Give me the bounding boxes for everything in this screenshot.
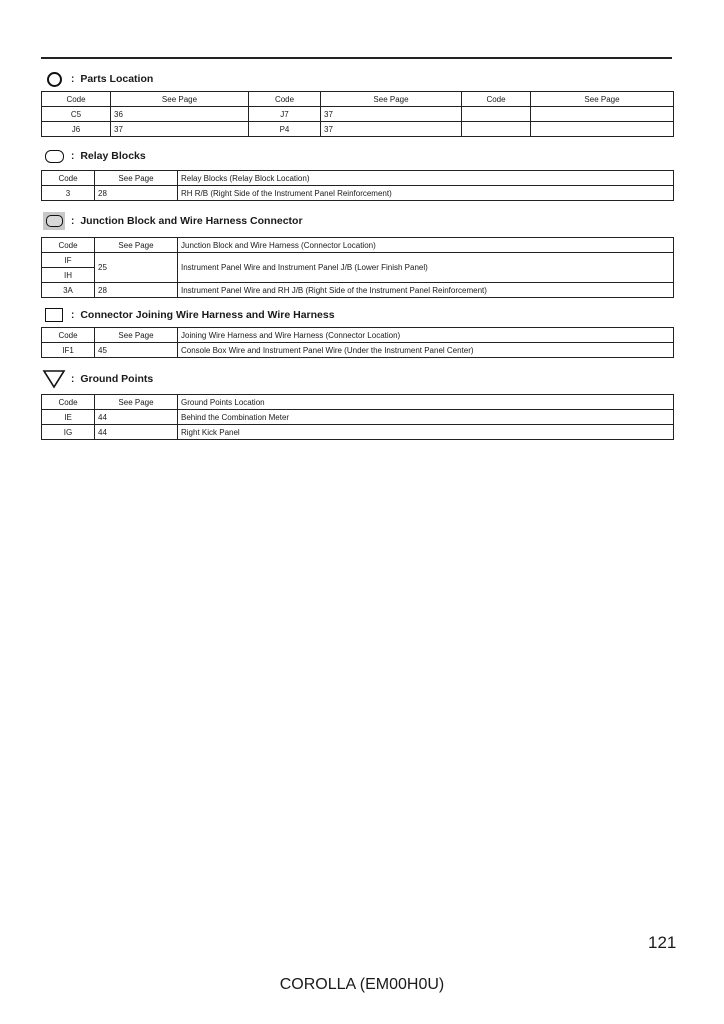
connector-joining-heading [41, 306, 335, 324]
table-header-row [42, 395, 674, 410]
separator: : [71, 309, 75, 321]
header-cell: See Page [95, 238, 178, 253]
junction-block-table [41, 237, 674, 298]
relay-blocks-table [41, 170, 674, 201]
page-cell [531, 107, 674, 122]
separator: : [71, 150, 75, 162]
shaded-oval-icon [43, 212, 65, 230]
relay-blocks-symbol [41, 147, 67, 165]
header-cell: Code [462, 92, 531, 107]
header-cell: Code [42, 171, 95, 186]
page-cell: 28 [95, 186, 178, 201]
code-cell: 3 [42, 186, 95, 201]
table-header-row [42, 328, 674, 343]
code-cell: P4 [249, 122, 321, 137]
header-cell: Relay Blocks (Relay Block Location) [178, 171, 674, 186]
footer-model-code: COROLLA (EM00H0U) [279, 976, 445, 993]
section-title: Connector Joining Wire Harness and Wire Harness [80, 309, 335, 321]
page-cell: 28 [95, 283, 178, 298]
table-row [42, 186, 674, 201]
header-cell: Code [42, 92, 111, 107]
header-cell: Ground Points Location [178, 395, 674, 410]
page-cell: 25 [95, 253, 178, 283]
separator: : [71, 215, 75, 227]
code-cell: J6 [42, 122, 111, 137]
table-row [42, 283, 674, 298]
code-cell [462, 122, 531, 137]
page-cell: 36 [111, 107, 249, 122]
table-row [42, 410, 674, 425]
location-cell: RH R/B (Right Side of the Instrument Panel Reinforcement) [178, 186, 674, 201]
oval-icon [45, 150, 64, 163]
code-cell: J7 [249, 107, 321, 122]
page-cell: 37 [111, 122, 249, 137]
table-header-row [42, 92, 674, 107]
table-row [42, 343, 674, 358]
page-number: 121 [648, 933, 677, 952]
header-cell: See Page [111, 92, 249, 107]
code-cell: IG [42, 425, 95, 440]
top-rule [41, 57, 672, 59]
triangle-icon [42, 369, 66, 389]
square-icon [45, 308, 63, 322]
page-cell: 37 [321, 107, 462, 122]
location-cell: Console Box Wire and Instrument Panel Wire (Under the Instrument Panel Center) [178, 343, 674, 358]
code-cell: IF1 [42, 343, 95, 358]
header-cell: See Page [321, 92, 462, 107]
code-cell: IF [42, 253, 95, 268]
header-cell: See Page [95, 328, 178, 343]
code-cell: C5 [42, 107, 111, 122]
header-cell: See Page [531, 92, 674, 107]
junction-block-symbol [41, 212, 67, 230]
connector-joining-symbol [41, 306, 67, 324]
section-title: Relay Blocks [80, 150, 146, 162]
page-cell: 44 [95, 425, 178, 440]
separator: : [71, 73, 75, 85]
page-cell: 45 [95, 343, 178, 358]
junction-block-heading [41, 212, 303, 230]
code-cell: IE [42, 410, 95, 425]
section-title: Junction Block and Wire Harness Connector [80, 215, 303, 227]
header-cell: Junction Block and Wire Harness (Connector Location) [178, 238, 674, 253]
code-cell: IH [42, 268, 95, 283]
parts-location-symbol [41, 70, 67, 88]
page-cell: 44 [95, 410, 178, 425]
header-cell: Code [249, 92, 321, 107]
header-cell: See Page [95, 171, 178, 186]
page-cell [531, 122, 674, 137]
ground-points-table [41, 394, 674, 440]
ground-points-symbol [41, 368, 67, 390]
table-row [42, 425, 674, 440]
table-row [42, 107, 674, 122]
section-title: Parts Location [80, 73, 154, 85]
parts-location-table [41, 91, 674, 137]
header-cell: Code [42, 328, 95, 343]
code-cell [462, 107, 531, 122]
connector-joining-table [41, 327, 674, 358]
relay-blocks-heading [41, 147, 146, 165]
table-row [42, 253, 674, 268]
location-cell: Right Kick Panel [178, 425, 674, 440]
code-cell: 3A [42, 283, 95, 298]
section-title: Ground Points [80, 373, 154, 385]
header-cell: See Page [95, 395, 178, 410]
table-header-row [42, 171, 674, 186]
table-row [42, 122, 674, 137]
parts-location-heading [41, 70, 153, 88]
header-cell: Code [42, 395, 95, 410]
header-cell: Joining Wire Harness and Wire Harness (Connector Location) [178, 328, 674, 343]
page-cell: 37 [321, 122, 462, 137]
circle-icon [47, 72, 62, 87]
header-cell: Code [42, 238, 95, 253]
ground-points-heading [41, 368, 153, 390]
location-cell: Instrument Panel Wire and Instrument Panel J/B (Lower Finish Panel) [178, 253, 674, 283]
table-header-row [42, 238, 674, 253]
separator: : [71, 373, 75, 385]
location-cell: Behind the Combination Meter [178, 410, 674, 425]
location-cell: Instrument Panel Wire and RH J/B (Right Side of the Instrument Panel Reinforcement) [178, 283, 674, 298]
